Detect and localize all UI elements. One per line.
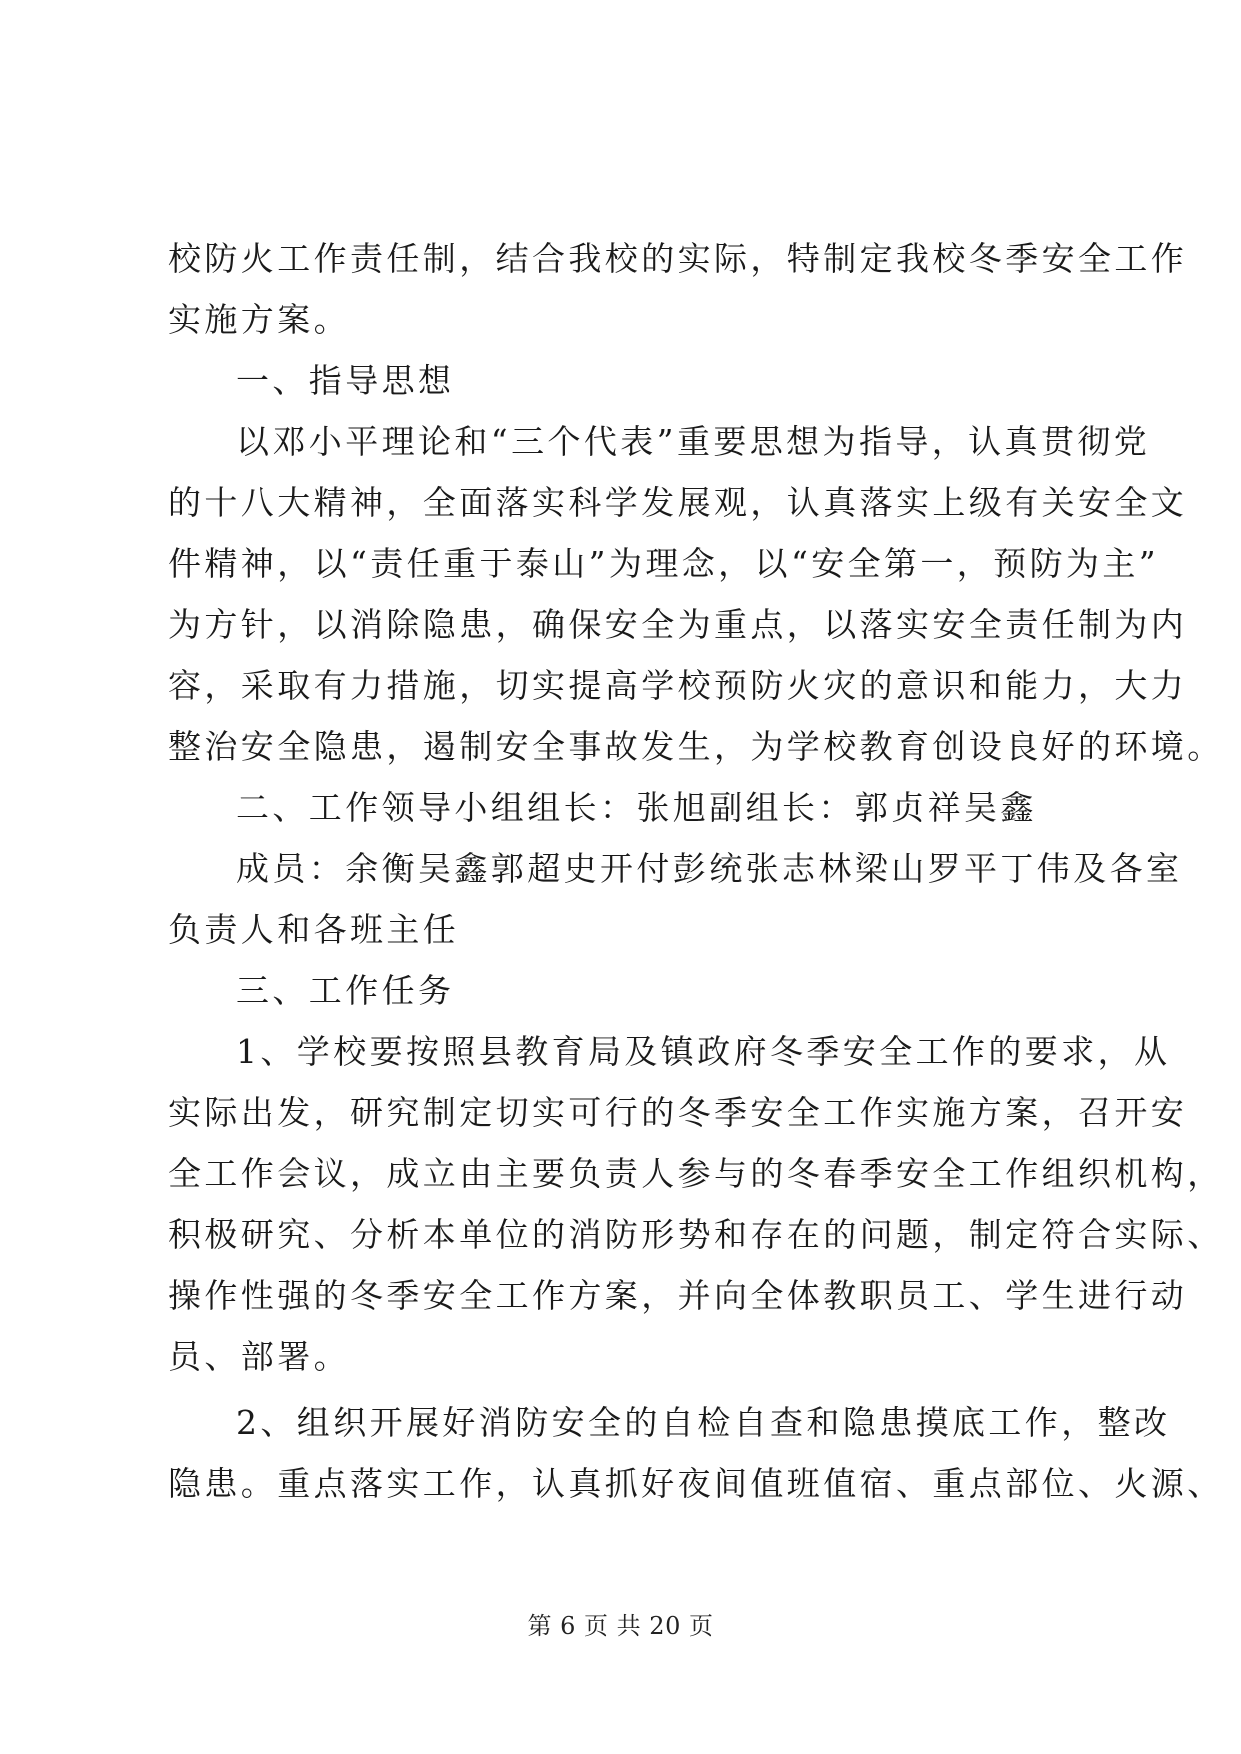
text-line: 负责人和各班主任 — [168, 910, 460, 949]
text-line: 整治安全隐患，遏制安全事故发生，为学校教育创设良好的环境。 — [168, 727, 1224, 766]
page-number-footer: 第 6 页 共 20 页 — [527, 1612, 714, 1640]
text-line: 件精神，以“责任重于泰山”为理念，以“安全第一，预防为主” — [168, 544, 1160, 583]
text-line: 员、部署。 — [168, 1337, 350, 1376]
text-line: 隐患。重点落实工作，认真抓好夜间值班值宿、重点部位、火源、 — [168, 1464, 1224, 1503]
section-heading-leadership-group: 二、工作领导小组组长：张旭副组长：郭贞祥吴鑫 — [236, 788, 1037, 827]
section-heading-tasks: 三、工作任务 — [236, 971, 455, 1010]
text-line: 成员：余衡吴鑫郭超史开付彭统张志林梁山罗平丁伟及各室 — [236, 849, 1183, 888]
text-line: 以邓小平理论和“三个代表”重要思想为指导，认真贯彻党 — [236, 422, 1151, 461]
text-line: 1、学校要按照县教育局及镇政府冬季安全工作的要求，从 — [236, 1032, 1171, 1071]
text-line: 积极研究、分析本单位的消防形势和存在的问题，制定符合实际、 — [168, 1215, 1224, 1254]
text-line: 校防火工作责任制，结合我校的实际，特制定我校冬季安全工作 — [168, 239, 1188, 278]
text-line: 操作性强的冬季安全工作方案，并向全体教职员工、学生进行动 — [168, 1276, 1188, 1315]
text-line: 全工作会议，成立由主要负责人参与的冬春季安全工作组织机构， — [168, 1154, 1224, 1193]
document-body — [168, 228, 1224, 1514]
text-line: 为方针，以消除隐患，确保安全为重点，以落实安全责任制为内 — [168, 605, 1188, 644]
section-heading-guiding-thought: 一、指导思想 — [236, 361, 455, 400]
text-line: 实际出发，研究制定切实可行的冬季安全工作实施方案，召开安 — [168, 1093, 1188, 1132]
text-line: 的十八大精神，全面落实科学发展观，认真落实上级有关安全文 — [168, 483, 1188, 522]
text-line: 实施方案。 — [168, 300, 350, 339]
text-line: 容，采取有力措施，切实提高学校预防火灾的意识和能力，大力 — [168, 666, 1188, 705]
text-line: 2、组织开展好消防安全的自检自查和隐患摸底工作，整改 — [236, 1403, 1171, 1442]
